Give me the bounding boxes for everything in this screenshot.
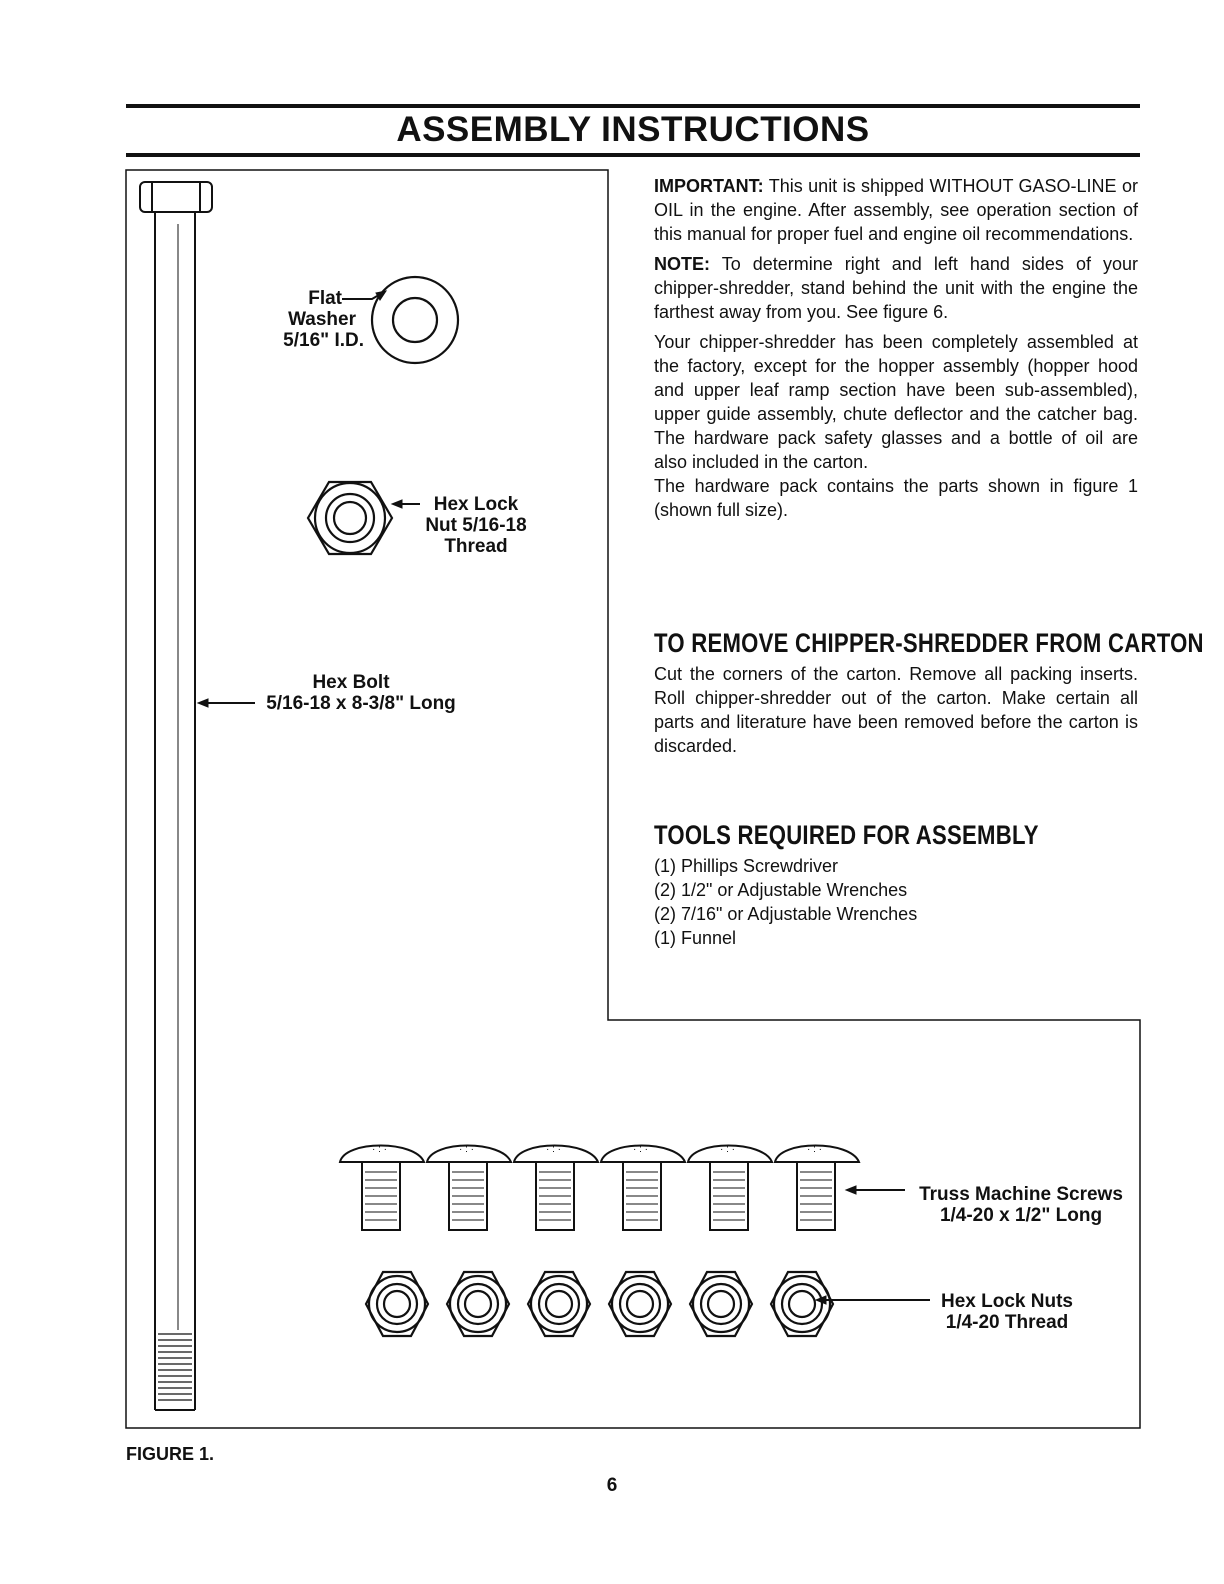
truss-screws-label xyxy=(906,1184,1136,1226)
note-label: NOTE: xyxy=(654,254,710,274)
hexnut-label-line1: Hex Lock xyxy=(433,494,519,515)
figure-caption: FIGURE 1. xyxy=(126,1444,215,1464)
note-paragraph xyxy=(654,252,1138,324)
nuts-label-line1: Hex Lock Nuts xyxy=(941,1291,1073,1312)
page-number: 6 xyxy=(606,1475,618,1496)
tool-item: (2) 7/16" or Adjustable Wrenches xyxy=(654,904,918,924)
hex-lock-nut-label xyxy=(416,494,536,557)
tools-list xyxy=(654,854,1138,950)
washer-label-line2: Washer xyxy=(288,309,356,330)
flat-washer-label xyxy=(262,288,372,351)
bolt-label-line2: 5/16-18 x 8-3/8" Long xyxy=(266,693,456,714)
hex-nuts-label xyxy=(932,1291,1082,1333)
washer-label-line1: Flat xyxy=(308,288,342,309)
hex-lock-nuts-icon xyxy=(366,1272,833,1336)
tool-item: (2) 1/2" or Adjustable Wrenches xyxy=(654,880,908,900)
page-title: ASSEMBLY INSTRUCTIONS xyxy=(396,110,870,149)
hex-bolt-label xyxy=(256,672,466,714)
tools-heading: TOOLS REQUIRED FOR ASSEMBLY xyxy=(654,820,1039,850)
hex-lock-nut-icon xyxy=(308,482,392,554)
important-paragraph xyxy=(654,174,1138,246)
hardware-paragraph: Your chipper-shredder has been completely assembled at the factory, except for the hopper assembly (hopper hood and upper leaf ramp section have been sub-assembled), upper guide assembly, chute deflector and the catcher bag. The hardware pack safety glasses and a bottle of oil are also included in the carton. xyxy=(654,332,1138,472)
tool-item: (1) Phillips Screwdriver xyxy=(654,856,839,876)
important-label: IMPORTANT: xyxy=(654,176,764,196)
remove-carton-heading: TO REMOVE CHIPPER-SHREDDER FROM CARTON xyxy=(654,628,1204,658)
flat-washer-icon xyxy=(372,277,458,363)
screws-label-line2: 1/4-20 x 1/2" Long xyxy=(939,1205,1103,1226)
screws-label-line1: Truss Machine Screws xyxy=(919,1184,1123,1205)
hexnut-label-line3: Thread xyxy=(444,536,508,557)
hex-bolt-icon xyxy=(140,182,212,1410)
nuts-label-line2: 1/4-20 Thread xyxy=(945,1312,1069,1333)
bolt-label-line1: Hex Bolt xyxy=(312,672,390,693)
instructions-column xyxy=(654,174,1138,528)
washer-label-line3: 5/16" I.D. xyxy=(283,330,364,351)
hardware-pack-paragraph: The hardware pack contains the parts shown in figure 1 (shown full size). xyxy=(654,476,1138,520)
hexnut-label-line2: Nut 5/16-18 xyxy=(425,515,527,536)
remove-carton-text: Cut the corners of the carton. Remove all packing inserts. Roll chipper-shredder out of the carton. Make certain all parts and literature have been removed before the carton is discarded. xyxy=(654,664,1138,756)
truss-machine-screws-icon xyxy=(340,1144,859,1230)
important-text: This unit is shipped WITHOUT GASO-LINE or OIL in the engine. After assembly, see operation section of this manual for proper fuel and engine oil recommendations. xyxy=(654,176,1138,244)
note-text: To determine right and left hand sides of your chipper-shredder, stand behind the unit with the engine the farthest away from you. See figure 6. xyxy=(654,254,1138,322)
tool-item: (1) Funnel xyxy=(654,928,737,948)
svg-text:· : ·: · : · xyxy=(372,1144,387,1155)
